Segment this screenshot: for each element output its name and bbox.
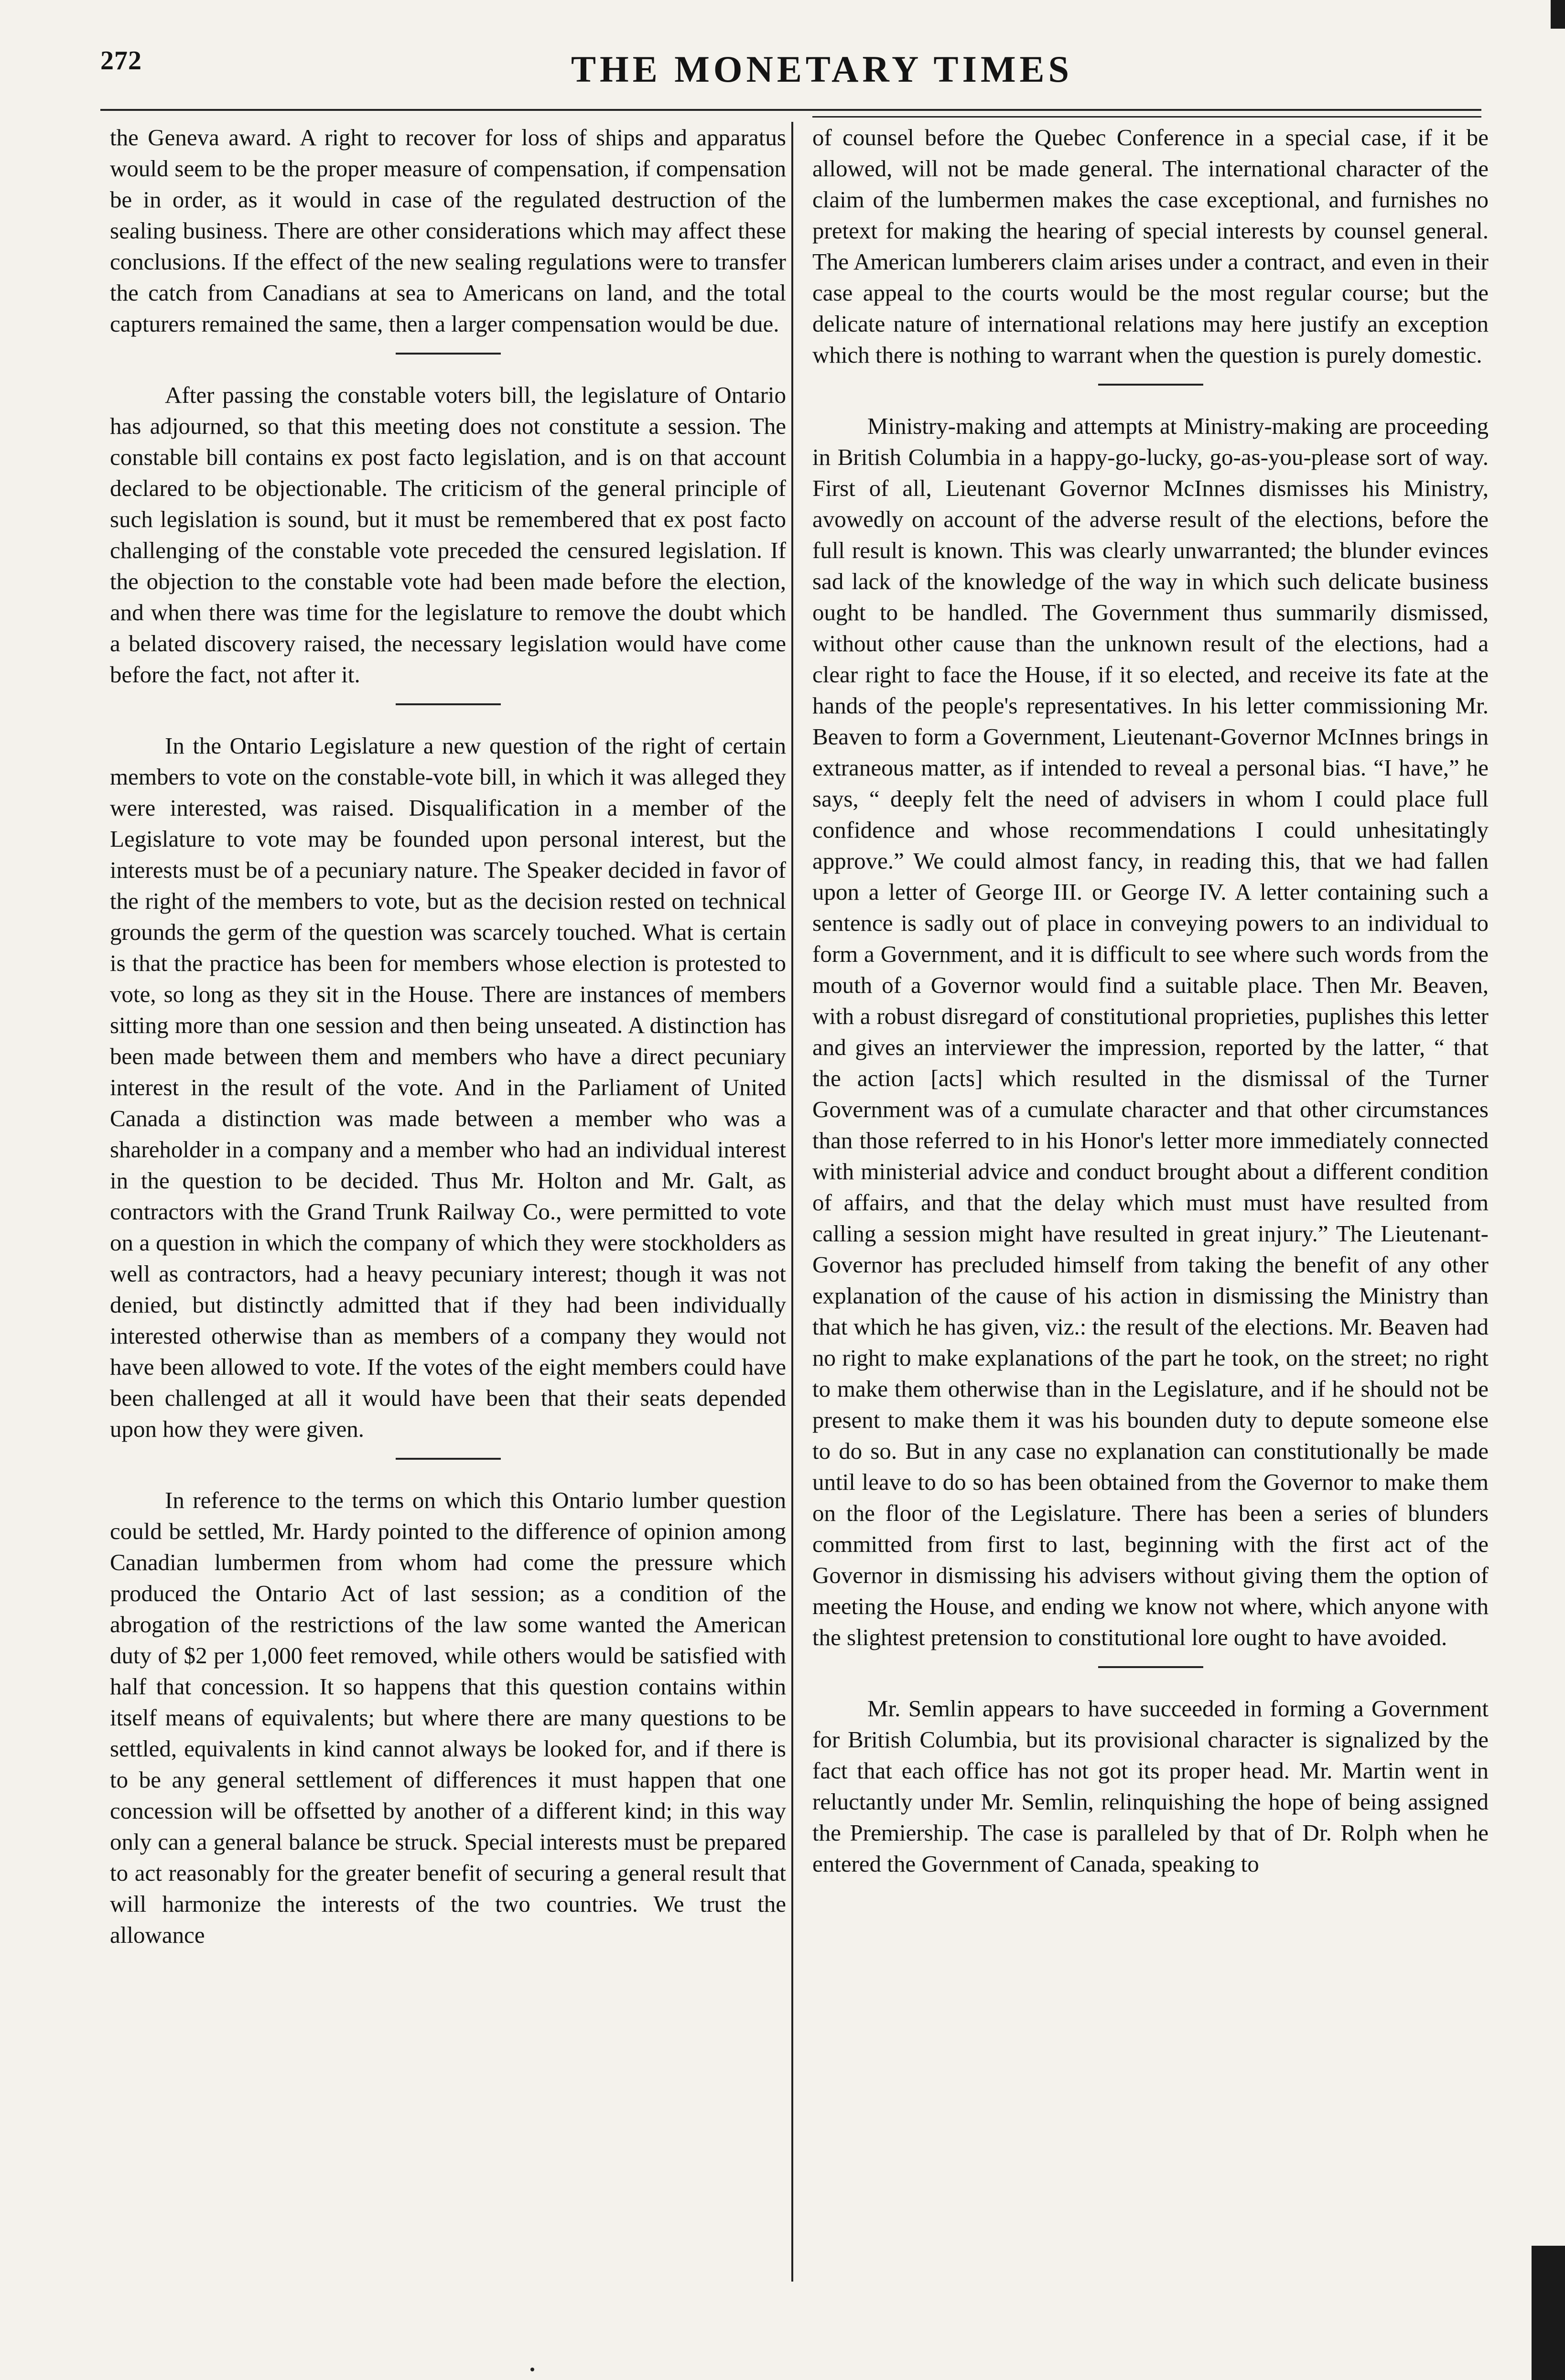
article-paragraph: After passing the constable voters bill, the legislature of Ontario has adjourned, so that this meeting does not constitute a session. The constable bill contains ex post facto legislation, and is on that account declared to be objectionable. The criticism of the general principle of such legislation is sound, but it must be remembered that ex post facto challenging of the constable vote preceded the censured legislation. If the objection to the constable vote had been made before the election, and when there was time for the legislature to remove the doubt which a belated discovery raised, the necessary legislation would have come before the fact, not after it. <box>110 382 786 688</box>
scan-edge-mark <box>1551 0 1565 29</box>
section-separator <box>1098 1666 1203 1668</box>
page-number: 272 <box>100 46 142 75</box>
section-separator <box>396 703 501 705</box>
article-paragraph: of counsel before the Quebec Conference in a special case, if it be allowed, will not be made general. The international character of the claim of the lumbermen makes the case exceptional, and furnishes no pretext for making the hearing of special interests by counsel general. The American lumberers claim arises under a contract, and even in their case appeal to the courts would be the most regular course; but the delicate nature of international relations may here justify an exception which there is nothing to warrant when the question is purely domestic. <box>812 124 1489 368</box>
header-rule-secondary <box>812 116 1481 118</box>
section-separator <box>396 1458 501 1460</box>
article-paragraph: Ministry-making and attempts at Ministry-making are proceeding in British Columbia in a happy-go-lucky, go-as-you-please sort of way. First of all, Lieutenant Governor McInnes dismisses his Ministry, avowedly on account of the adverse result of the elections, before the full result is known. This was clearly unwarranted; the blunder evinces sad lack of the knowledge of the way in which such delicate business ought to be handled. The Government thus summarily dismissed, without other cause than the unknown result of the elections, had a clear right to face the House, if it so elected, and receive its fate at the hands of the people's representatives. In his letter commissioning Mr. Beaven to form a Government, Lieutenant-Governor McInnes brings in extraneous matter, as if intended to reveal a personal bias. “I have,” he says, “ deeply felt the need of advisers in whom I could place full confidence and whose recommendations I could unhesitatingly approve.” We could almost fancy, in reading this, that we had fallen upon a letter of George III. or George IV. A letter containing such a sentence is sadly out of place in conveying powers to an individual to form a Government, and it is difficult to see where such words from the mouth of a Governor would find a suitable place. Then Mr. Beaven, with a robust disregard of constitutional proprieties, puplishes this letter and gives an interviewer the impression, reported by the latter, “ that the action [acts] which resulted in the dismissal of the Turner Government was of a cumulate character and that other circumstances than those referred to in his Honor's letter more immediately connected with ministerial advice and conduct brought about a different condition of affairs, and that the delay which must must have resulted from calling a session might have resulted in great injury.” The Lieutenant-Governor has precluded himself from taking the benefit of any other explanation of the cause of his action in dismissing the Ministry than that which he has given, viz.: the result of the elections. Mr. Beaven had no right to make explanations of the part he took, on the street; no right to make them otherwise than in the Legislature, and if he should not be present to make them it was his bounden duty to depute someone else to do so. But in any case no explanation can constitutionally be made until leave to do so has been obtained from the Governor to make them on the floor of the Legislature. There has been a series of blunders committed from first to last, beginning with the first act of the Governor in dismissing his advisers without giving them the option of meeting the House, and ending we know not where, which anyone with the slightest pretension to constitutional lore ought to have avoided. <box>812 413 1489 1650</box>
article-paragraph: In the Ontario Legislature a new question of the right of certain members to vote on the constable-vote bill, in which it was alleged they were interested, was raised. Disqualification in a member of the Legislature to vote may be founded upon personal interest, but the interests must be of a pecuniary nature. The Speaker decided in favor of the right of the members to vote, but as the decision rested on technical grounds the germ of the question was scarcely touched. What is certain is that the practice has been for members whose election is protested to vote, so long as they sit in the House. There are instances of members sitting more than one session and then being unseated. A distinction has been made between them and members who have a direct pecuniary interest in the result of the vote. And in the Parliament of United Canada a distinction was made between a member who was a shareholder in a company and a member who had an individual interest in the question to be decided. Thus Mr. Holton and Mr. Galt, as contractors with the Grand Trunk Railway Co., were permitted to vote on a question in which the company of which they were stockholders as well as contractors, had a heavy pecuniary interest; though it was not denied, but distinctly admitted that if they had been individually interested otherwise than as members of a company they would not have been allowed to vote. If the votes of the eight members could have been challenged at all it would have been that their seats depended upon how they were given. <box>110 732 786 1442</box>
article-paragraph: the Geneva award. A right to recover for loss of ships and apparatus would seem to be the proper measure of compensation, if compensation be in order, as it would in case of the regulated destruction of the sealing business. There are other considerations which may affect these conclusions. If the effect of the new sealing regulations were to transfer the catch from Canadians at sea to Americans on land, and the total capturers remained the same, then a larger compensation would be due. <box>110 124 786 337</box>
section-separator <box>396 353 501 355</box>
right-column <box>812 122 1489 1879</box>
scan-edge-mark <box>1532 2246 1565 2380</box>
article-paragraph: In reference to the terms on which this Ontario lumber question could be settled, Mr. Hardy pointed to the difference of opinion among Canadian lumbermen from whom had come the pressure which produced the Ontario Act of last session; as a condition of the abrogation of the restrictions of the law some wanted the American duty of $2 per 1,000 feet removed, while others would be satisfied with half that concession. It so happens that this question contains within itself means of equivalents; but where there are many questions to be settled, equivalents in kind cannot always be looked for, and if there is to be any general settlement of differences it must happen that one concession will be offsetted by another of a different kind; in this way only can a general balance be struck. Special interests must be prepared to act reasonably for the greater benefit of securing a general result that will harmonize the interests of the two countries. We trust the allowance <box>110 1487 786 1948</box>
column-divider <box>791 122 793 2282</box>
header-rule <box>100 109 1481 111</box>
section-separator <box>1098 384 1203 386</box>
scan-speck <box>530 2368 534 2371</box>
publication-title: THE MONETARY TIMES <box>571 48 1073 90</box>
article-paragraph: Mr. Semlin appears to have succeeded in forming a Government for British Columbia, but its provisional character is signalized by the fact that each office has not got its proper head. Mr. Martin went in reluctantly under Mr. Semlin, relinquishing the hope of being assigned the Premiership. The case is paralleled by that of Dr. Rolph when he entered the Government of Canada, speaking to <box>812 1695 1489 1877</box>
left-column <box>110 122 786 1950</box>
